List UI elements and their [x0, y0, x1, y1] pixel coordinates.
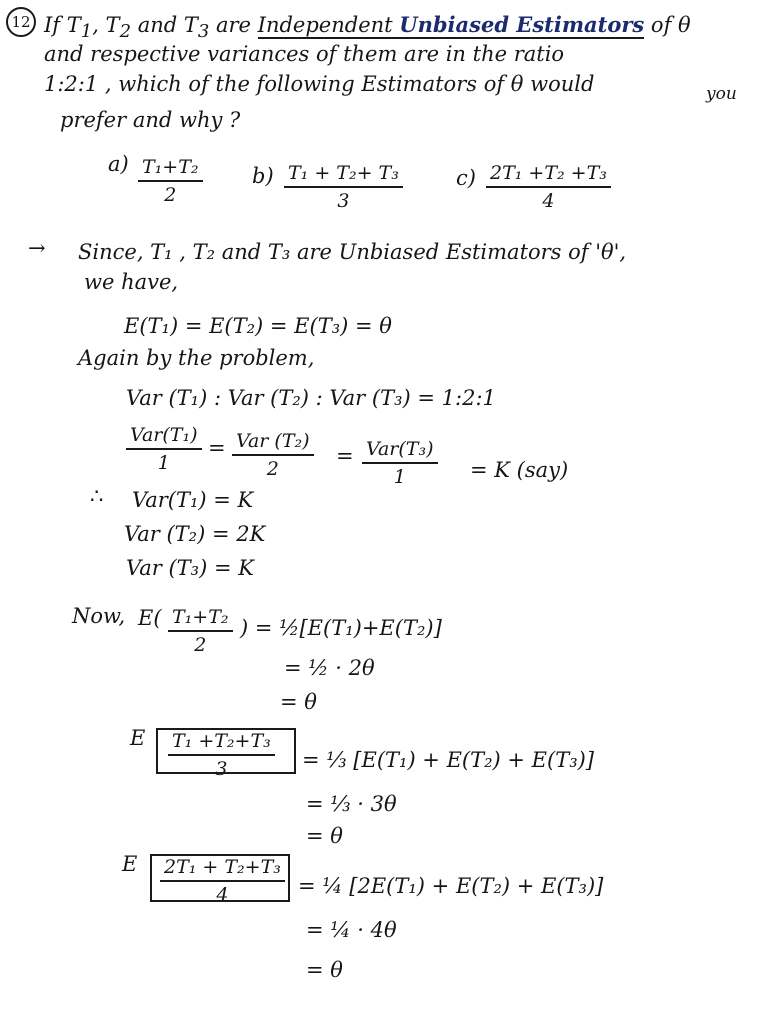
fraction-denominator: 3	[337, 190, 350, 212]
q-highlight-blue: Unbiased Estimators	[399, 12, 645, 37]
e3-E: E	[122, 852, 138, 876]
q-text: and T	[131, 13, 198, 37]
question-line-3	[44, 72, 594, 96]
fraction-numerator: 2T₁ + T₂+T₃	[160, 856, 285, 882]
variance-2: Var (T₂) = 2K	[124, 522, 266, 546]
question-line-4: prefer and why ?	[60, 108, 241, 132]
e2-step-3: = θ	[306, 824, 343, 848]
e3-step-3: = θ	[306, 958, 343, 982]
expectations-equation: E(T₁) = E(T₂) = E(T₃) = θ	[124, 314, 392, 338]
option-a-fraction	[138, 156, 203, 206]
fraction-denominator: 3	[215, 758, 228, 780]
fraction-numerator: Var(T₃)	[362, 438, 438, 464]
q-text: of θ	[644, 13, 691, 37]
variance-fraction-1	[126, 424, 202, 474]
question-line-2: and respective variances of them are in the ratio	[44, 42, 565, 66]
arrow-icon: →	[28, 236, 46, 260]
q-text: If T	[44, 13, 81, 37]
option-b-label: b)	[252, 164, 274, 188]
e2-step-2: = ⅓ · 3θ	[306, 792, 397, 816]
fraction-denominator: 1	[393, 466, 406, 488]
q-sub: 2	[119, 21, 132, 43]
q-sub: 1	[80, 21, 93, 43]
variance-fraction-2	[232, 430, 314, 480]
variance-fraction-3	[362, 438, 438, 488]
fraction-denominator: 1	[157, 452, 170, 474]
fraction-numerator: T₁+T₂	[168, 606, 233, 632]
variance-3: Var (T₃) = K	[126, 556, 254, 580]
solution-intro-1: Since, T₁ , T₂ and T₃ are Unbiased Estimators of 'θ',	[78, 240, 627, 264]
fraction-numerator: T₁ +T₂+T₃	[168, 730, 275, 756]
question-line-1	[44, 12, 691, 42]
fraction-denominator: 4	[542, 190, 555, 212]
option-a-label: a)	[108, 152, 129, 176]
e1-rhs: ) = ½[E(T₁)+E(T₂)]	[240, 616, 442, 640]
e3-step-2: = ¼ · 4θ	[306, 918, 397, 942]
e1-step-2: = ½ · 2θ	[284, 656, 375, 680]
again-text: Again by the problem,	[78, 346, 315, 370]
fraction-denominator: 2	[194, 634, 207, 656]
variance-ratio: Var (T₁) : Var (T₂) : Var (T₃) = 1:2:1	[126, 386, 496, 410]
option-c-label: c)	[456, 166, 476, 190]
q-text: , T	[92, 13, 120, 37]
fraction-denominator: 2	[266, 458, 279, 480]
equals-sign: =	[336, 444, 354, 468]
e1-lhs: E(	[138, 606, 162, 630]
fraction-numerator: T₁+T₂	[138, 156, 203, 182]
option-c-fraction	[486, 162, 611, 212]
k-say: = K (say)	[470, 458, 569, 482]
e3-rhs: = ¼ [2E(T₁) + E(T₂) + E(T₃)]	[298, 874, 604, 898]
e3-fraction	[160, 856, 285, 906]
question-line-3-tail: you	[706, 84, 737, 104]
fraction-numerator: Var(T₁)	[126, 424, 202, 450]
q-text: are	[209, 13, 258, 37]
e2-fraction	[168, 730, 275, 780]
q-text: 1:2:1 , which of the following Estimators of θ would	[44, 72, 595, 96]
fraction-denominator: 4	[216, 884, 229, 906]
option-b-fraction	[284, 162, 403, 212]
fraction-numerator: 2T₁ +T₂ +T₃	[486, 162, 611, 188]
now-label: Now,	[72, 604, 126, 628]
e1-fraction	[168, 606, 233, 656]
equals-sign: =	[208, 436, 226, 460]
therefore-symbol: ∴	[90, 484, 104, 508]
variance-1: Var(T₁) = K	[132, 488, 254, 512]
e2-E: E	[130, 726, 146, 750]
fraction-numerator: Var (T₂)	[232, 430, 314, 456]
fraction-numerator: T₁ + T₂+ T₃	[284, 162, 403, 188]
q-sub: 3	[197, 21, 210, 43]
q-highlight: Independent	[257, 13, 400, 37]
e2-rhs: = ⅓ [E(T₁) + E(T₂) + E(T₃)]	[302, 748, 595, 772]
fraction-denominator: 2	[164, 184, 177, 206]
solution-intro-2: we have,	[84, 270, 179, 294]
question-number: 12	[6, 7, 36, 37]
e1-step-3: = θ	[280, 690, 317, 714]
